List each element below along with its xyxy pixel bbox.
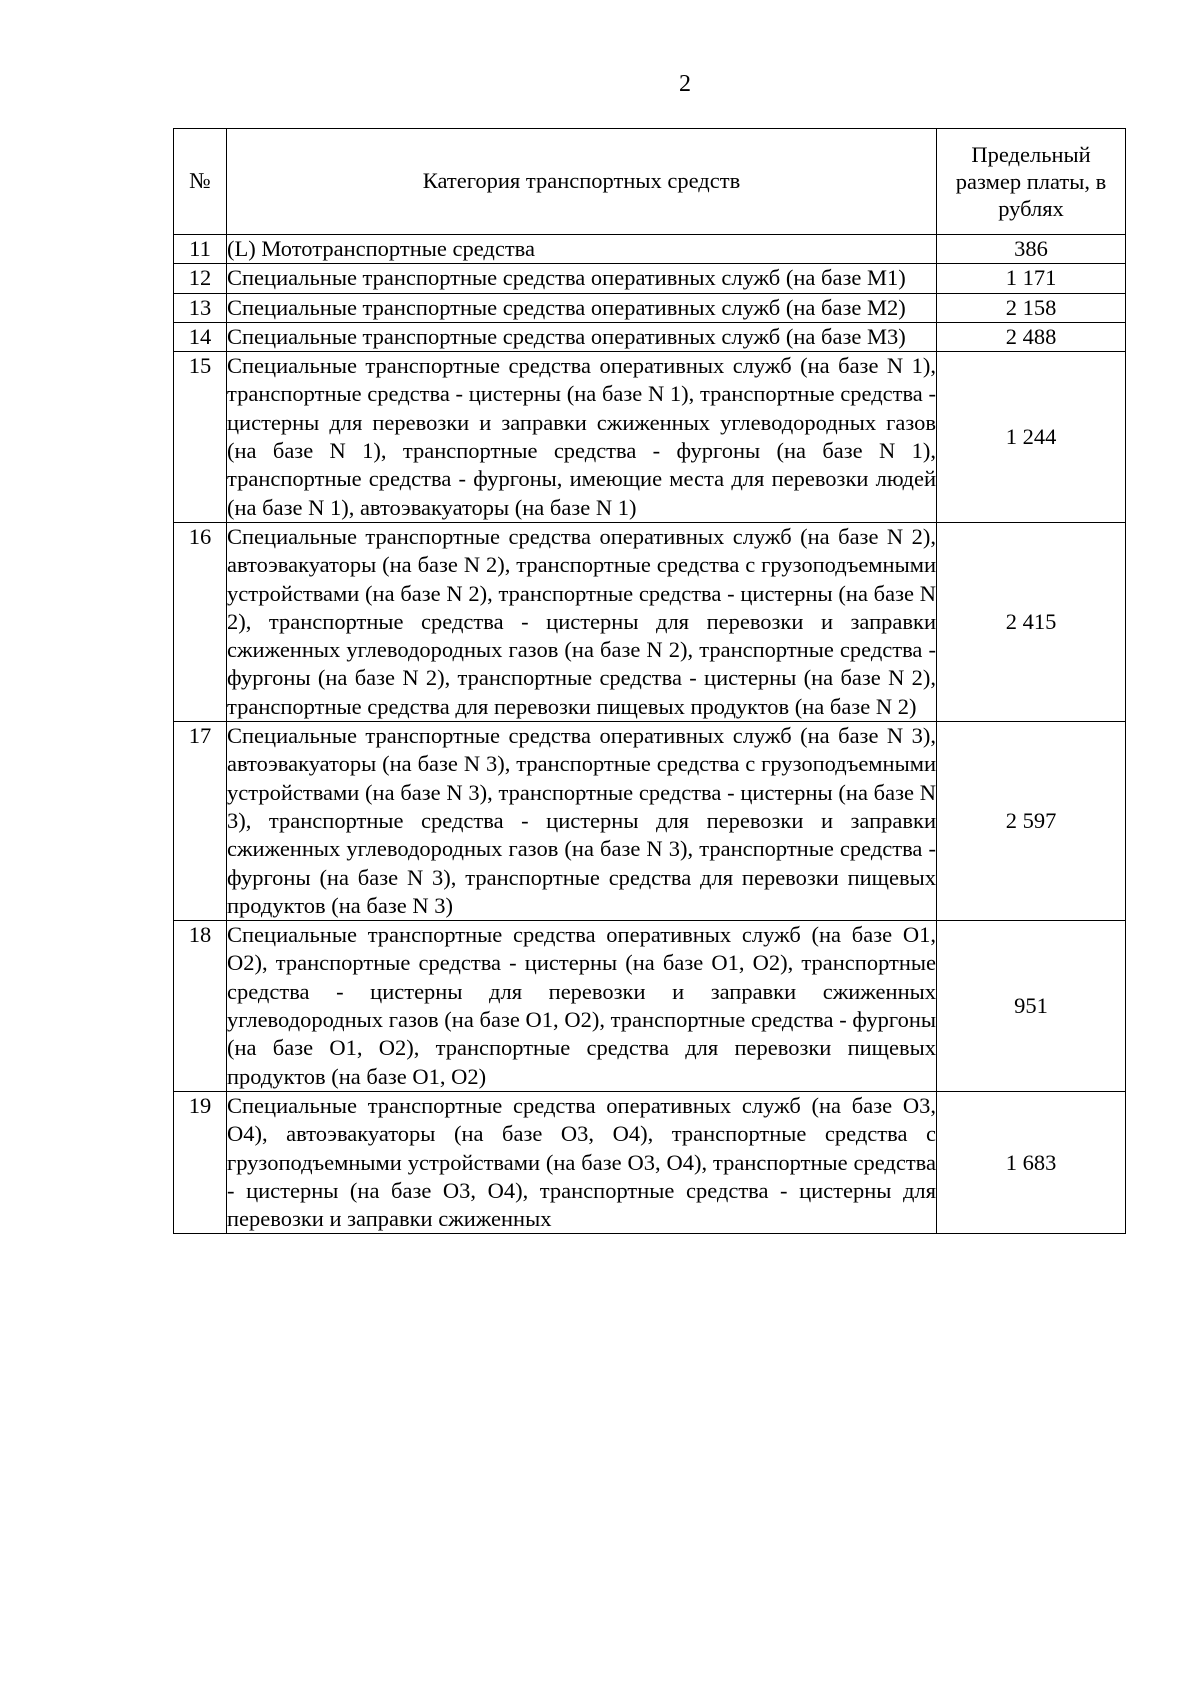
row-fee: 1 683 bbox=[937, 1091, 1126, 1233]
row-category: (L) Мототранспортные средства bbox=[227, 235, 937, 264]
page-number: 2 bbox=[679, 71, 691, 97]
table-row bbox=[174, 722, 1126, 921]
row-category: Специальные транспортные средства оперативных служб (на базе N 2), автоэвакуаторы (на базе N 2), транспортные средства с грузоподъемными устройствами (на базе N 2), транспортные средства - цистерны (на базе N 2), транспортные средства - цистерны для перевозки и заправки сжиженных углеводородных газов (на базе N 2), транспортные средства - фургоны (на базе N 2), транспортные средства - цистерны (на базе N 2), транспортные средства для перевозки пищевых продуктов (на базе N 2) bbox=[227, 522, 937, 721]
row-fee: 1 244 bbox=[937, 352, 1126, 523]
row-num: 16 bbox=[174, 522, 227, 721]
row-fee: 386 bbox=[937, 235, 1126, 264]
table-row bbox=[174, 522, 1126, 721]
table-row bbox=[174, 352, 1126, 523]
header-fee: Предельный размер платы, в рублях bbox=[937, 129, 1126, 235]
header-num: № bbox=[174, 129, 227, 235]
row-num: 11 bbox=[174, 235, 227, 264]
table-row bbox=[174, 293, 1126, 322]
row-category: Специальные транспортные средства оперативных служб (на базе N 3), автоэвакуаторы (на базе N 3), транспортные средства с грузоподъемными устройствами (на базе N 3), транспортные средства - цистерны (на базе N 3), транспортные средства - цистерны для перевозки и заправки сжиженных углеводородных газов (на базе N 3), транспортные средства - фургоны (на базе N 3), транспортные средства для перевозки пищевых продуктов (на базе N 3) bbox=[227, 722, 937, 921]
row-fee: 1 171 bbox=[937, 264, 1126, 293]
row-num: 12 bbox=[174, 264, 227, 293]
table-row bbox=[174, 1091, 1126, 1233]
table-row bbox=[174, 264, 1126, 293]
row-category: Специальные транспортные средства оперативных служб (на базе M3) bbox=[227, 322, 937, 351]
row-num: 14 bbox=[174, 322, 227, 351]
table-header-row bbox=[174, 129, 1126, 235]
table-row bbox=[174, 322, 1126, 351]
row-fee: 2 488 bbox=[937, 322, 1126, 351]
row-fee: 951 bbox=[937, 921, 1126, 1092]
row-category: Специальные транспортные средства оперативных служб (на базе M2) bbox=[227, 293, 937, 322]
row-fee: 2 597 bbox=[937, 722, 1126, 921]
row-num: 13 bbox=[174, 293, 227, 322]
fee-table bbox=[173, 128, 1126, 1234]
row-num: 18 bbox=[174, 921, 227, 1092]
row-category: Специальные транспортные средства оперативных служб (на базе N 1), транспортные средства - цистерны (на базе N 1), транспортные средства - цистерны для перевозки и заправки сжиженных углеводородных газов (на базе N 1), транспортные средства - фургоны (на базе N 1), транспортные средства - фургоны, имеющие места для перевозки людей (на базе N 1), автоэвакуаторы (на базе N 1) bbox=[227, 352, 937, 523]
row-category: Специальные транспортные средства оперативных служб (на базе O3, O4), автоэвакуаторы (на базе O3, O4), транспортные средства с грузоподъемными устройствами (на базе O3, O4), транспортные средства - цистерны (на базе O3, O4), транспортные средства - цистерны для перевозки и заправки сжиженных bbox=[227, 1091, 937, 1233]
row-num: 15 bbox=[174, 352, 227, 523]
table-row bbox=[174, 235, 1126, 264]
row-num: 17 bbox=[174, 722, 227, 921]
row-fee: 2 415 bbox=[937, 522, 1126, 721]
row-num: 19 bbox=[174, 1091, 227, 1233]
row-category: Специальные транспортные средства оперативных служб (на базе O1, O2), транспортные средства - цистерны (на базе O1, O2), транспортные средства - цистерны для перевозки и заправки сжиженных углеводородных газов (на базе O1, O2), транспортные средства - фургоны (на базе O1, O2), транспортные средства для перевозки пищевых продуктов (на базе O1, O2) bbox=[227, 921, 937, 1092]
header-category: Категория транспортных средств bbox=[227, 129, 937, 235]
table-row bbox=[174, 921, 1126, 1092]
row-category: Специальные транспортные средства оперативных служб (на базе M1) bbox=[227, 264, 937, 293]
row-fee: 2 158 bbox=[937, 293, 1126, 322]
